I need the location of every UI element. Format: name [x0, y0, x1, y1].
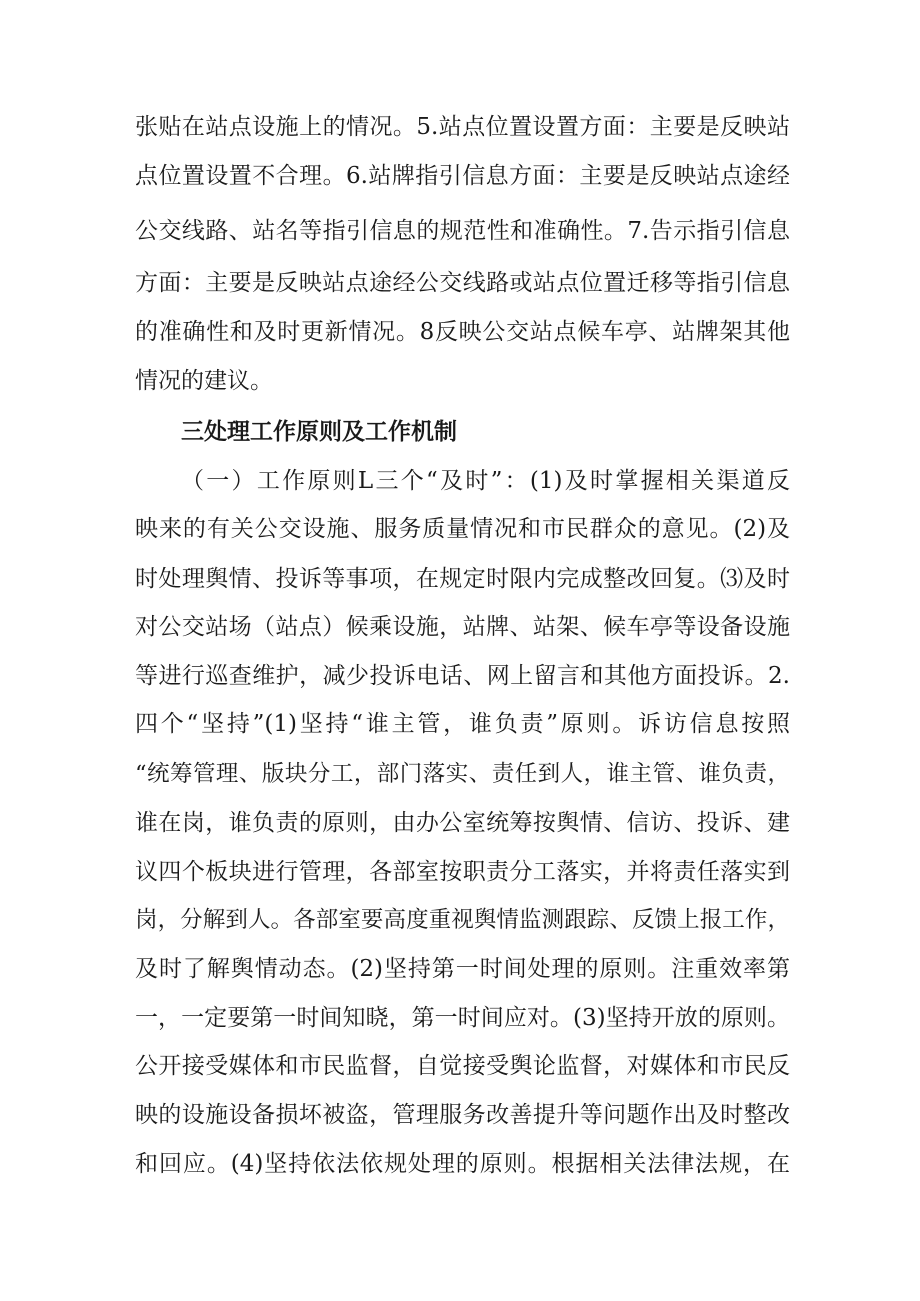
text-line: 及时了解舆情动态。(2)坚持第一时间处理的原则。注重效率第 [135, 956, 790, 982]
text-line: 公交线路、站名等指引信息的规范性和准确性。7.告示指引信息 [135, 218, 790, 244]
text-line: 方面：主要是反映站点途经公交线路或站点位置迁移等指引信息 [135, 270, 790, 296]
text-line: 公开接受媒体和市民监督，自觉接受舆论监督，对媒体和市民反 [135, 1053, 790, 1079]
text-line: 对公交站场（站点）候乘设施，站牌、站架、候车亭等设备设施 [135, 614, 790, 640]
text-line: 和回应。(4)坚持依法依规处理的原则。根据相关法律法规，在 [135, 1151, 790, 1177]
section-heading: 三处理工作原则及工作机制 [181, 419, 457, 445]
text-line: 时处理舆情、投诉等事项，在规定时限内完成整改回复。⑶及时 [135, 566, 790, 592]
text-line: 映的设施设备损坏被盗，管理服务改善提升等问题作出及时整改 [135, 1102, 790, 1128]
text-line: 四个“坚持”(1)坚持“谁主管，谁负责”原则。诉访信息按照 [135, 711, 790, 737]
text-line: （一）工作原则L三个“及时”：(1)及时掌握相关渠道反 [181, 468, 790, 494]
text-line: 张贴在站点设施上的情况。5.站点位置设置方面：主要是反映站 [135, 114, 790, 140]
text-line: 点位置设置不合理。6.站牌指引信息方面：主要是反映站点途经 [135, 163, 790, 189]
text-line: 议四个板块进行管理，各部室按职责分工落实，并将责任落实到 [135, 859, 790, 885]
text-line: 岗，分解到人。各部室要高度重视舆情监测跟踪、反馈上报工作， [135, 907, 790, 933]
text-line: 等进行巡查维护，减少投诉电话、网上留言和其他方面投诉。2. [135, 663, 790, 689]
text-line: 情况的建议。 [135, 368, 273, 394]
text-line: 谁在岗，谁负责的原则，由办公室统筹按舆情、信访、投诉、建 [135, 810, 790, 836]
text-line: “统筹管理、版块分工，部门落实、责任到人，谁主管、谁负责， [135, 761, 790, 787]
text-line: 一，一定要第一时间知晓，第一时间应对。(3)坚持开放的原则。 [135, 1005, 790, 1031]
text-line: 映来的有关公交设施、服务质量情况和市民群众的意见。(2)及 [135, 516, 790, 542]
text-line: 的准确性和及时更新情况。8反映公交站点候车亭、站牌架其他 [135, 319, 790, 345]
